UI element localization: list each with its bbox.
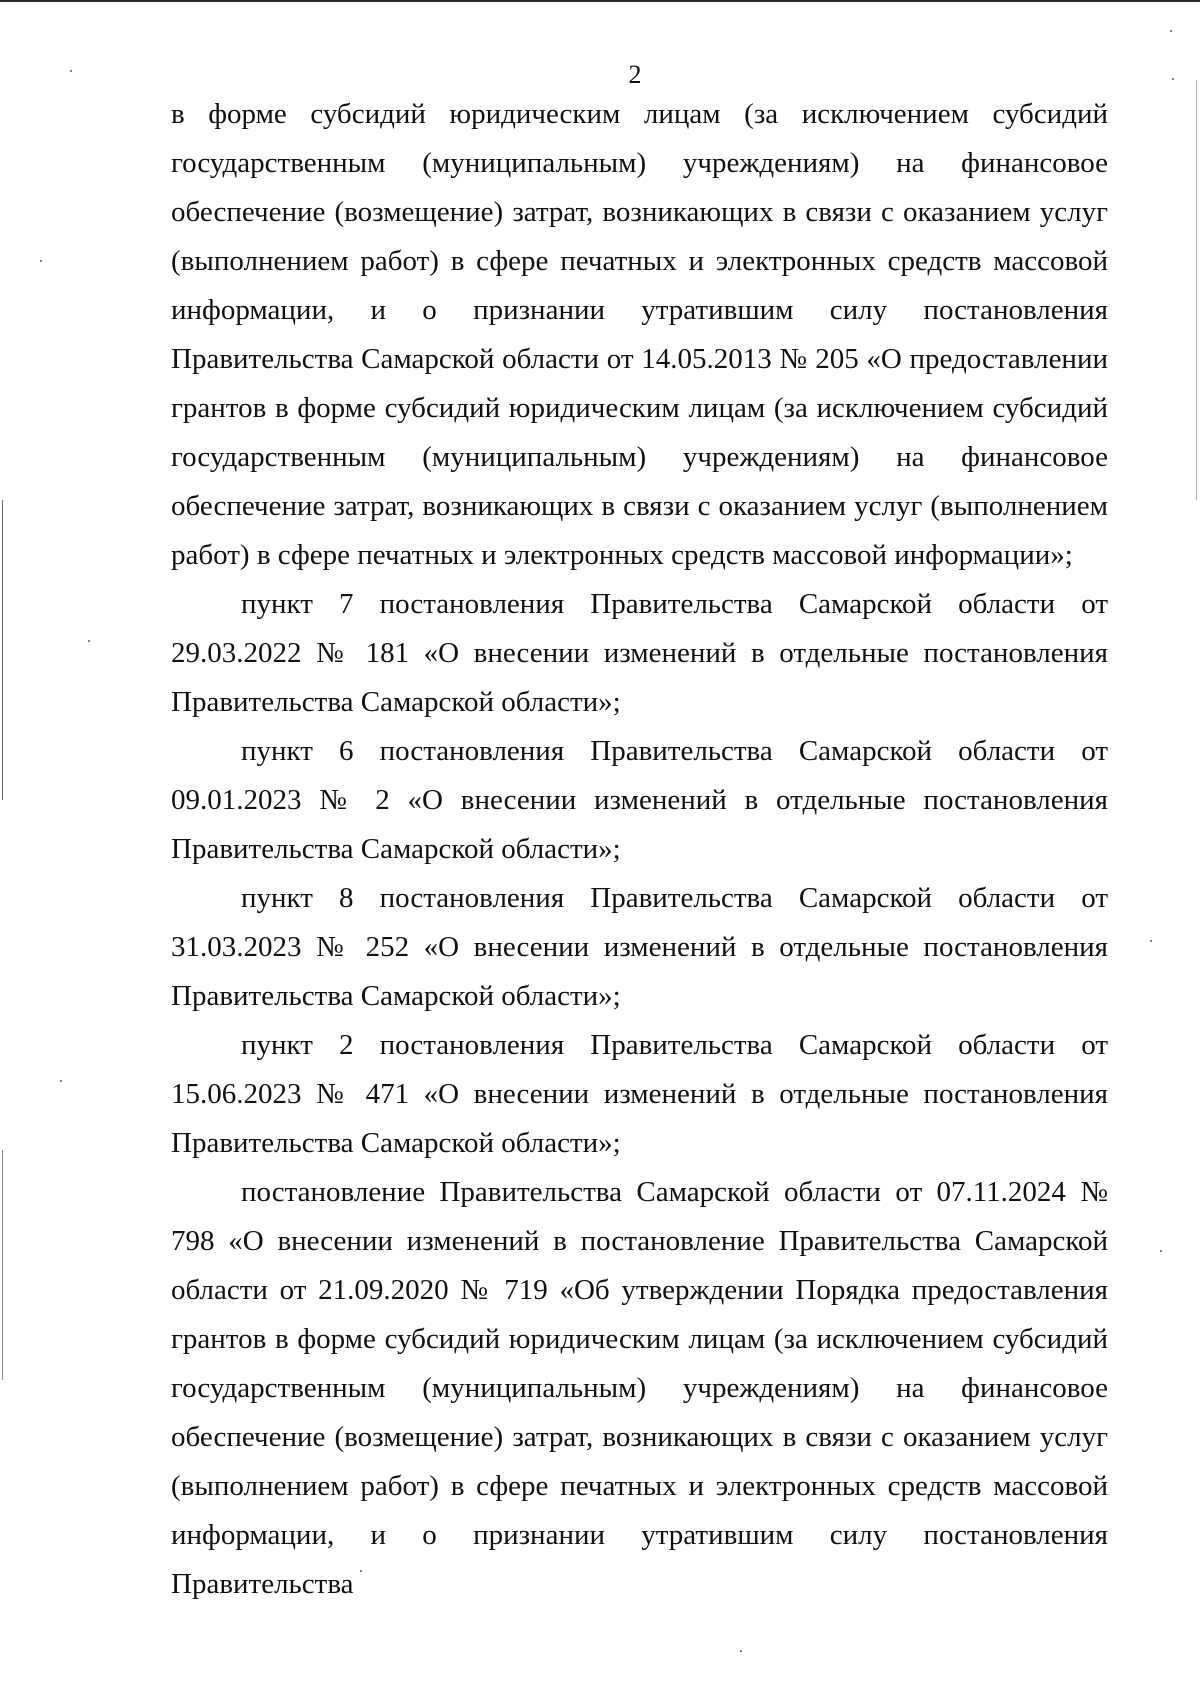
- scan-edge-top: [0, 0, 1200, 2]
- scan-speck: [740, 1650, 742, 1652]
- scan-speck: [1150, 940, 1152, 942]
- scan-speck: [1160, 1250, 1162, 1252]
- paragraph-item-resolution-798: постановление Правительства Самарской области от 07.11.2024 № 798 «О внесении изменений в постановление Правительства Самарской области от 21.09.2020 № 719 «Об утверждении Порядка предоставления грантов в форме субсидий юридическим лицам (за исключением субсидий государственным (муниципальным) учреждениям) на финансовое обеспечение (возмещение) затрат, возникающих в связи с оказанием услуг (выполнением работ) в сфере печатных и электронных средств массовой информации, и о признании утратившим силу постановления Правительства: [171, 1176, 1108, 1600]
- paragraph-continuation: в форме субсидий юридическим лицам (за исключением субсидий государственным (муниципальным) учреждениям) на финансовое обеспечение (возмещение) затрат, возникающих в связи с оказанием услуг (выполнением работ) в сфере печатных и электронных средств массовой информации, и о признании утратившим силу постановления Правительства Самарской области от 14.05.2013 № 205 «О предоставлении грантов в форме субсидий юридическим лицам (за исключением субсидий государственным (муниципальным) учреждениям) на финансовое обеспечение затрат, возникающих в связи с оказанием услуг (выполнением работ) в сфере печатных и электронных средств массовой информации»;: [171, 98, 1108, 571]
- paragraph-item-point-2: пункт 2 постановления Правительства Самарской области от 15.06.2023 № 471 «О внесении изменений в отдельные постановления Правительства Самарской области»;: [171, 1029, 1108, 1159]
- scan-edge-left-lower: [2, 1150, 3, 1380]
- page-number: 2: [628, 60, 642, 89]
- scan-speck: [360, 1570, 362, 1572]
- scan-edge-left: [2, 500, 3, 800]
- scan-speck: [40, 260, 42, 262]
- paragraph-item-point-8: пункт 8 постановления Правительства Самарской области от 31.03.2023 № 252 «О внесении изменений в отдельные постановления Правительства Самарской области»;: [171, 882, 1108, 1012]
- paragraph-item-point-6: пункт 6 постановления Правительства Самарской области от 09.01.2023 № 2 «О внесении изменений в отдельные постановления Правительства Самарской области»;: [171, 735, 1108, 865]
- paragraph-item-point-7: пункт 7 постановления Правительства Самарской области от 29.03.2022 № 181 «О внесении изменений в отдельные постановления Правительства Самарской области»;: [171, 588, 1108, 718]
- scan-speck: [1170, 30, 1172, 32]
- scan-speck: [70, 70, 72, 72]
- document-body: [171, 90, 1108, 1609]
- scan-speck: [88, 640, 90, 642]
- scan-speck: [60, 1080, 62, 1082]
- scan-speck: [1172, 78, 1174, 80]
- scan-edge-right: [1196, 80, 1197, 500]
